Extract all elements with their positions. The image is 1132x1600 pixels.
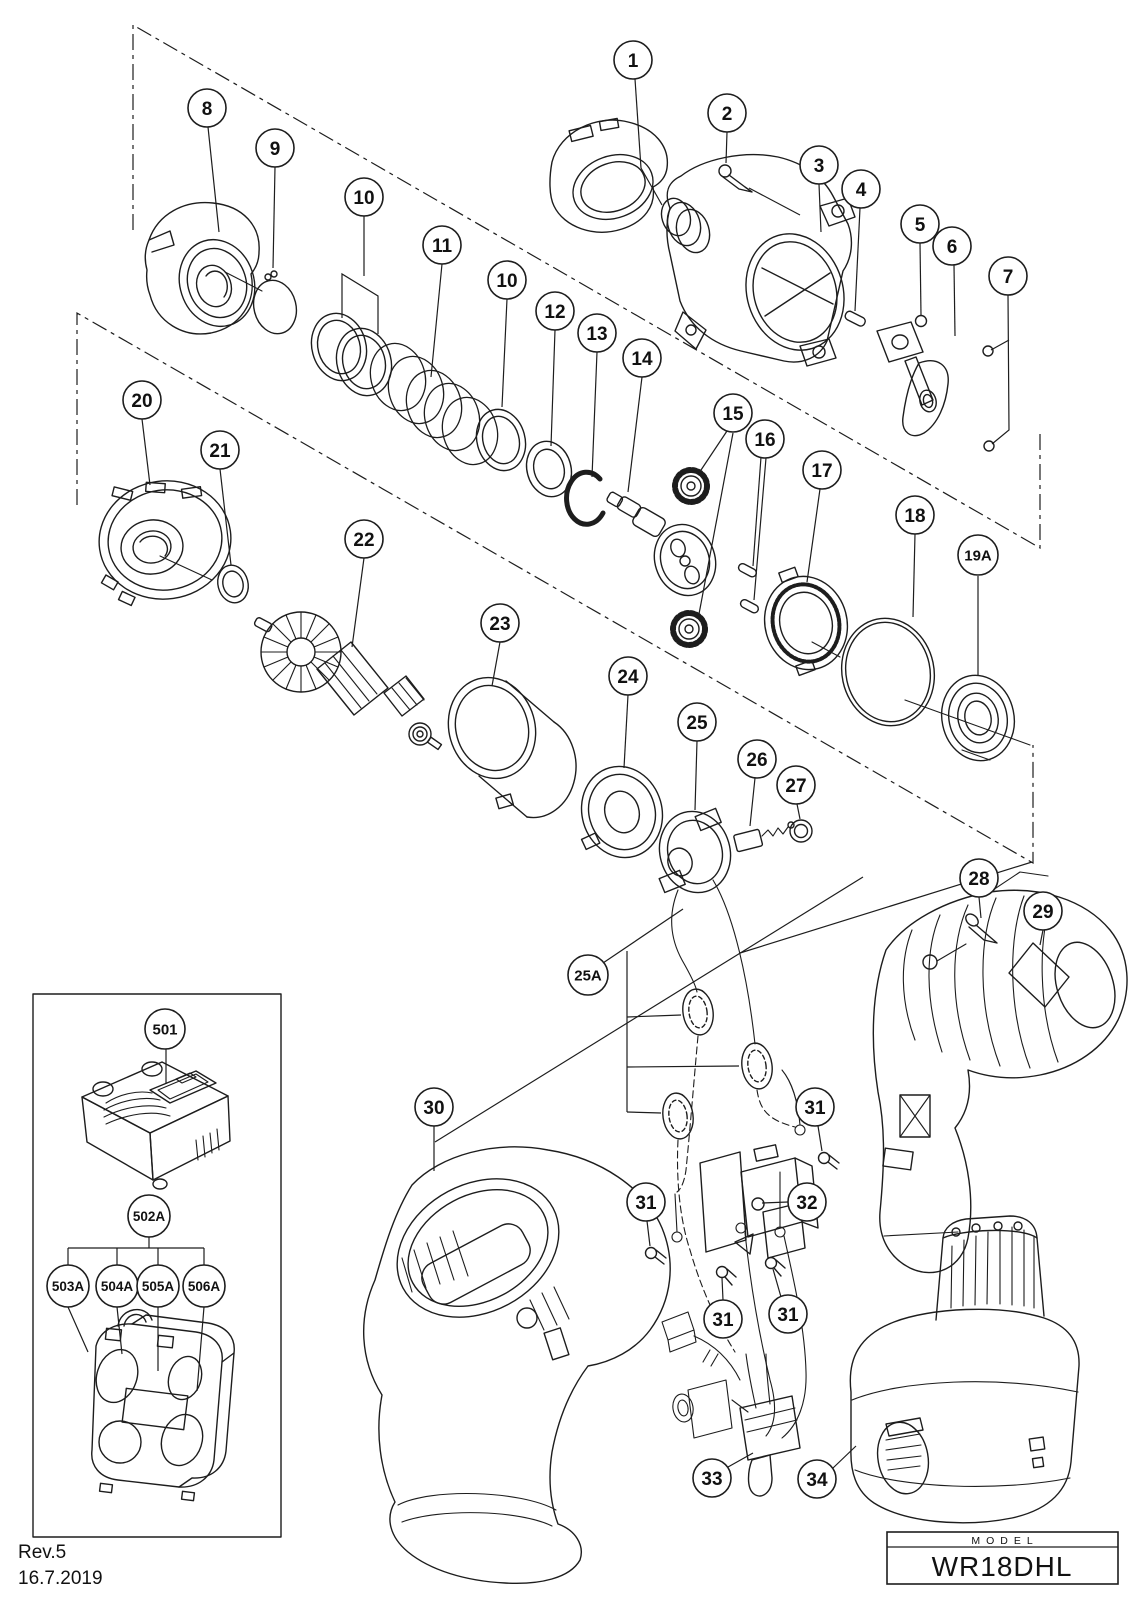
balloon-3 bbox=[800, 146, 838, 232]
part-anvil bbox=[877, 322, 948, 436]
balloon-15 bbox=[699, 394, 752, 614]
balloon-21 bbox=[201, 431, 239, 565]
part-inner-cover-20 bbox=[91, 472, 238, 607]
balloon-number: 32 bbox=[796, 1192, 818, 1214]
balloon-number: 501 bbox=[152, 1021, 178, 1039]
part-brush-cap-27 bbox=[790, 820, 812, 842]
balloon-501 bbox=[145, 1009, 185, 1084]
part-front-cap bbox=[145, 203, 266, 337]
balloon-number: 27 bbox=[785, 775, 807, 797]
balloon-number: 33 bbox=[701, 1468, 723, 1490]
part-rings-10 bbox=[304, 307, 399, 402]
balloon-32 bbox=[762, 1183, 826, 1221]
balloon-11 bbox=[423, 226, 461, 377]
model-value: WR18DHL bbox=[931, 1551, 1073, 1582]
part-cylinder-23 bbox=[437, 667, 576, 817]
balloon-503A bbox=[47, 1265, 89, 1352]
balloon-number: 31 bbox=[635, 1192, 657, 1214]
part-spindle-14 bbox=[606, 491, 725, 603]
balloon-13 bbox=[578, 314, 616, 477]
part-bearing-19a bbox=[934, 668, 1022, 767]
model-label: MODEL bbox=[971, 1535, 1039, 1547]
balloon-number: 34 bbox=[806, 1469, 828, 1491]
part-pin-4 bbox=[844, 310, 867, 328]
balloon-number: 2 bbox=[721, 103, 733, 125]
balloon-18 bbox=[896, 496, 934, 617]
balloon-number: 8 bbox=[201, 98, 213, 120]
balloon-14 bbox=[623, 339, 661, 492]
balloon-25 bbox=[678, 703, 716, 810]
balloon-31 bbox=[796, 1088, 834, 1151]
balloon-12 bbox=[536, 292, 574, 446]
balloon-number: 15 bbox=[722, 403, 744, 425]
balloon-19A bbox=[958, 535, 998, 675]
balloon-20 bbox=[123, 381, 161, 485]
balloon-number: 10 bbox=[496, 270, 518, 292]
balloon-number: 25 bbox=[686, 712, 708, 734]
balloon-22 bbox=[345, 520, 383, 647]
balloon-number: 502A bbox=[132, 1208, 166, 1224]
balloon-24 bbox=[609, 657, 647, 768]
boundary-lines bbox=[77, 25, 1040, 953]
balloon-23 bbox=[481, 604, 519, 686]
balloon-27 bbox=[777, 766, 815, 819]
part-carbon-brush-26 bbox=[733, 822, 794, 852]
balloon-number: 10 bbox=[353, 187, 375, 209]
balloon-502A bbox=[68, 1195, 204, 1265]
balloon-7 bbox=[989, 257, 1027, 444]
balloon-number: 504A bbox=[100, 1278, 134, 1294]
balloon-number: 21 bbox=[209, 440, 231, 462]
balloon-31 bbox=[704, 1278, 742, 1338]
part-bearing-holder-24 bbox=[571, 757, 673, 867]
balloon-number: 12 bbox=[544, 301, 566, 323]
part-battery-34 bbox=[850, 1216, 1079, 1523]
callout-balloons bbox=[47, 41, 1062, 1498]
balloon-number: 503A bbox=[51, 1278, 85, 1294]
balloon-number: 26 bbox=[746, 749, 768, 771]
balloon-31 bbox=[769, 1269, 807, 1333]
balloon-5 bbox=[901, 205, 939, 315]
balloon-number: 7 bbox=[1002, 266, 1014, 288]
part-housing-right bbox=[873, 872, 1127, 1273]
model-box bbox=[887, 1532, 1118, 1584]
part-washer-21 bbox=[214, 562, 252, 606]
part-screw-2 bbox=[719, 165, 752, 192]
revision-text: Rev.5 bbox=[18, 1542, 67, 1563]
part-switch-assembly-33 bbox=[740, 1354, 800, 1496]
part-hammer-case bbox=[657, 155, 858, 366]
balloon-number: 31 bbox=[777, 1304, 799, 1326]
balloon-number: 1 bbox=[627, 50, 639, 72]
balloon-number: 23 bbox=[489, 613, 511, 635]
part-o-ring-18 bbox=[832, 610, 1030, 745]
balloon-number: 11 bbox=[431, 235, 453, 257]
part-retaining-ring-13 bbox=[567, 472, 603, 524]
balloon-number: 18 bbox=[904, 505, 926, 527]
balloon-number: 28 bbox=[968, 868, 990, 890]
balloon-number: 506A bbox=[187, 1278, 221, 1294]
part-brush-holder-25 bbox=[650, 803, 755, 1044]
balloon-number: 13 bbox=[586, 323, 608, 345]
balloon-9 bbox=[256, 129, 294, 268]
balloon-10 bbox=[342, 178, 383, 334]
part-case-502a bbox=[90, 1310, 235, 1501]
balloon-number: 31 bbox=[712, 1309, 734, 1331]
balloon-number: 17 bbox=[811, 460, 833, 482]
revision-block bbox=[18, 1542, 103, 1589]
balloon-number: 505A bbox=[141, 1278, 175, 1294]
balloon-8 bbox=[188, 89, 226, 232]
balloon-34 bbox=[798, 1446, 856, 1498]
balloon-number: 3 bbox=[813, 155, 825, 177]
balloon-506A bbox=[183, 1265, 225, 1391]
part-charger-501 bbox=[82, 1062, 230, 1189]
balloon-10 bbox=[488, 261, 526, 407]
balloon-number: 4 bbox=[855, 179, 867, 201]
balloon-17 bbox=[803, 451, 841, 582]
balloon-number: 30 bbox=[423, 1097, 445, 1119]
balloon-number: 16 bbox=[754, 429, 776, 451]
balloon-number: 20 bbox=[131, 390, 153, 412]
part-washer-9 bbox=[248, 271, 302, 338]
part-housing-left bbox=[364, 1147, 670, 1583]
balloon-26 bbox=[738, 740, 776, 826]
balloon-4 bbox=[842, 170, 880, 311]
balloon-31 bbox=[627, 1183, 665, 1246]
balloon-number: 6 bbox=[946, 236, 958, 258]
part-armature-22 bbox=[254, 612, 442, 749]
balloon-29 bbox=[1024, 892, 1062, 945]
date-text: 16.7.2019 bbox=[18, 1568, 103, 1589]
part-steel-balls-7 bbox=[983, 346, 994, 451]
part-hammer-case-cover bbox=[550, 118, 667, 232]
part-grommets-25a bbox=[660, 987, 775, 1141]
part-planet-gears-15 bbox=[673, 470, 707, 645]
balloon-number: 14 bbox=[631, 348, 653, 370]
balloon-1 bbox=[614, 41, 662, 205]
balloon-number: 19A bbox=[964, 547, 992, 565]
balloon-number: 9 bbox=[269, 138, 281, 160]
part-ball-5 bbox=[916, 316, 927, 327]
balloon-number: 5 bbox=[914, 214, 926, 236]
balloon-number: 29 bbox=[1032, 901, 1054, 923]
balloon-number: 31 bbox=[804, 1097, 826, 1119]
part-screw-28 bbox=[937, 912, 997, 961]
balloon-number: 25A bbox=[574, 967, 602, 985]
balloon-33 bbox=[693, 1453, 753, 1497]
balloon-6 bbox=[933, 227, 971, 336]
balloon-number: 22 bbox=[353, 529, 375, 551]
balloon-number: 24 bbox=[617, 666, 639, 688]
